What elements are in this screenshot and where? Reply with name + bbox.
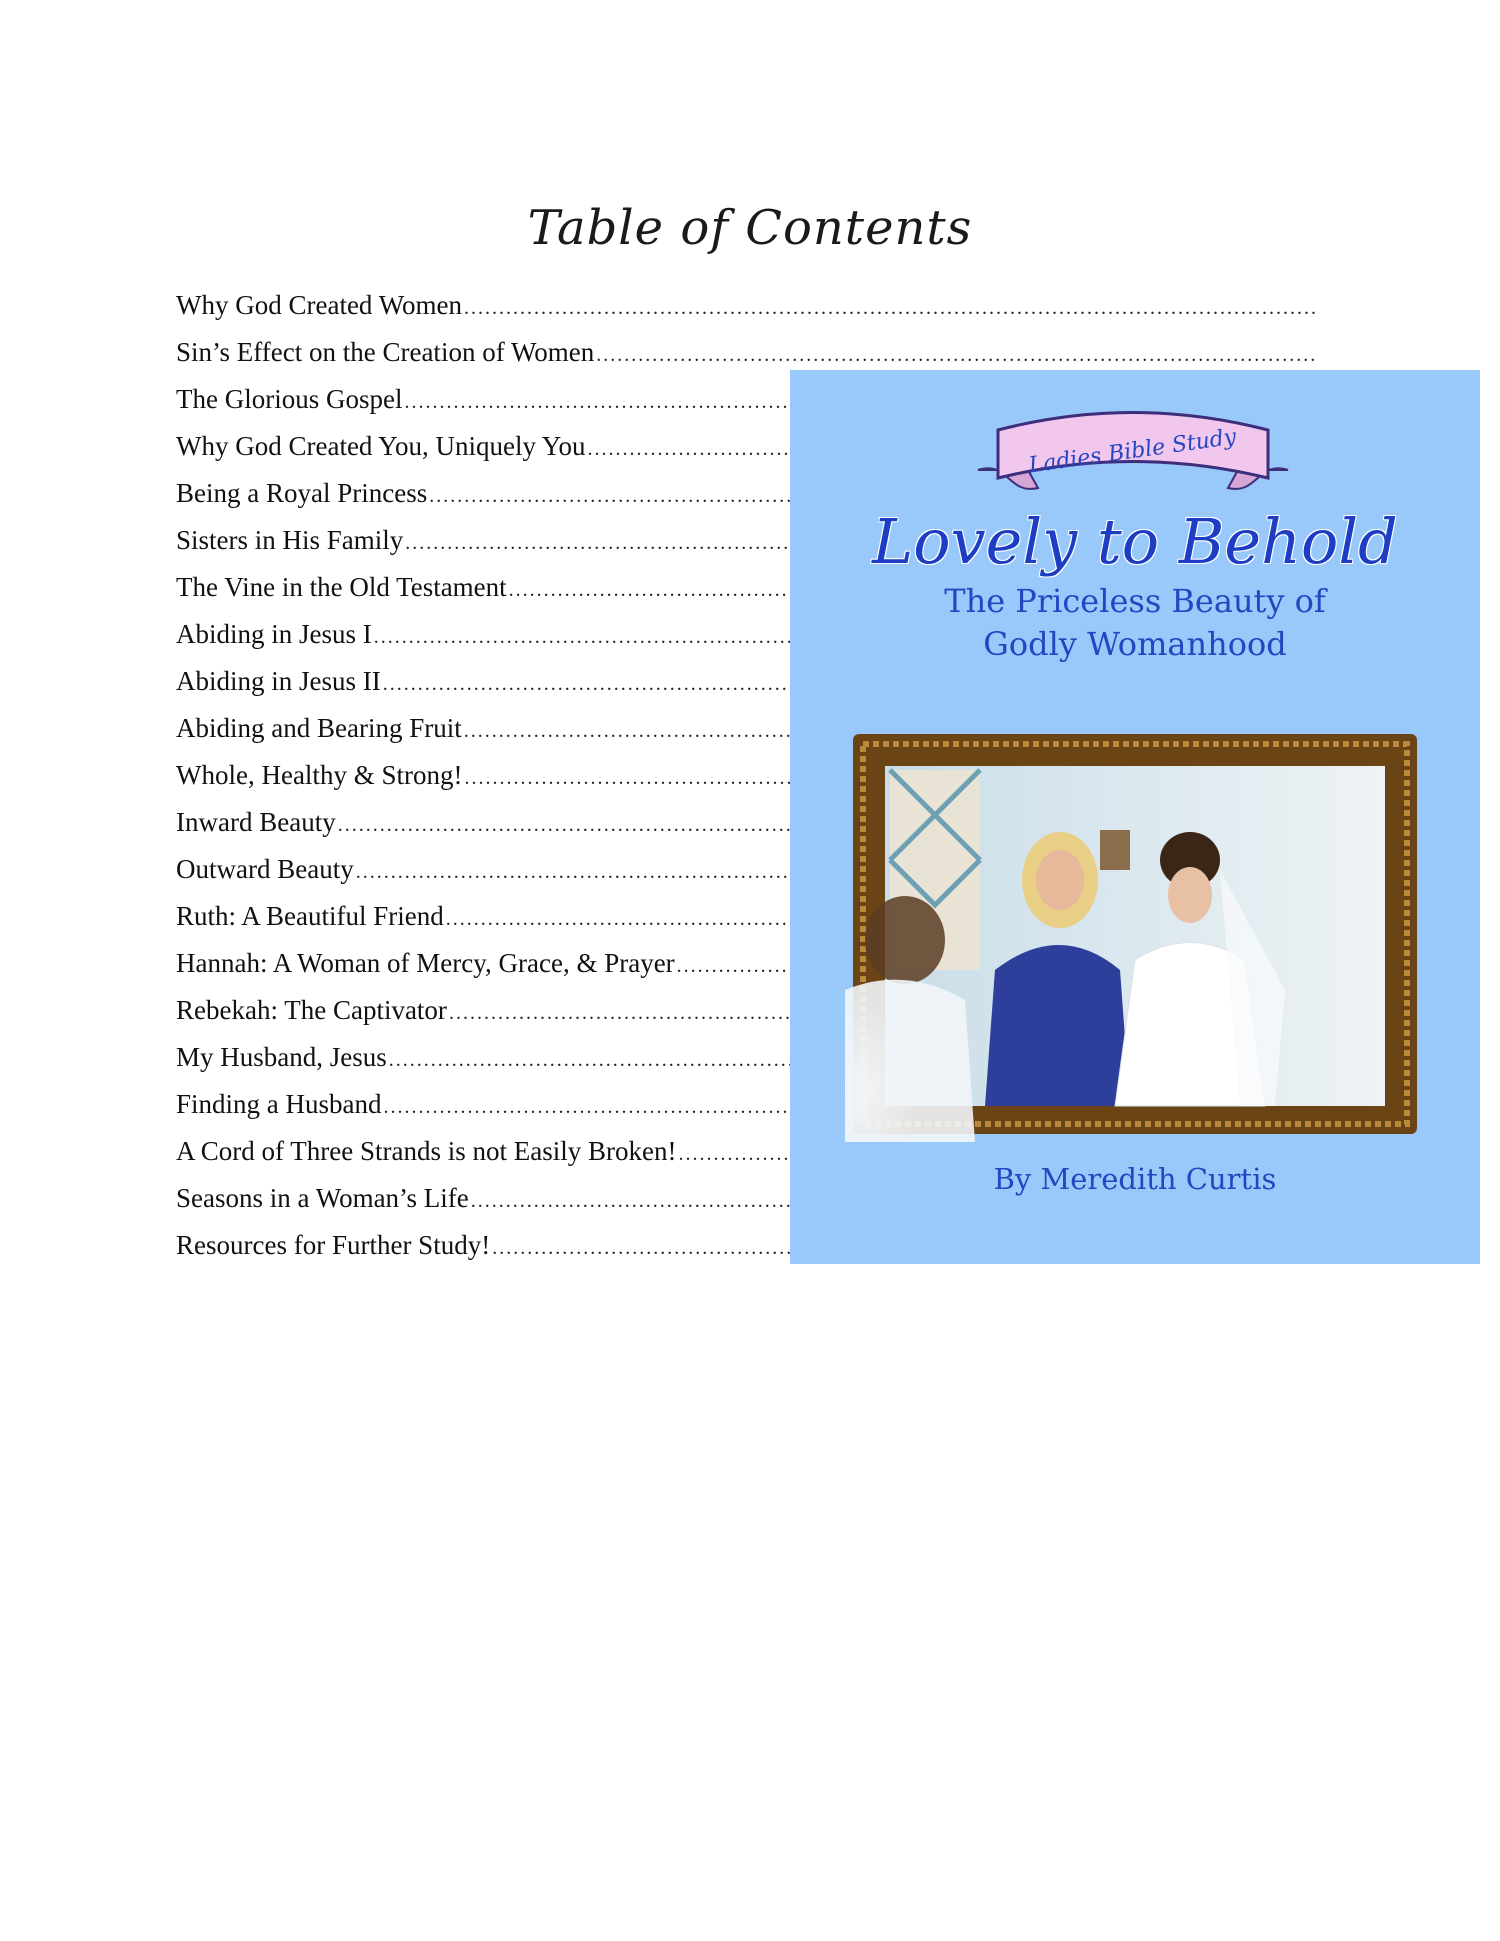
toc-item-label: Hannah: A Woman of Mercy, Grace, & Prayer — [176, 948, 675, 978]
cover-author: By Meredith Curtis — [993, 1162, 1277, 1196]
cover-subtitle: The Priceless Beauty of Godly Womanhood — [944, 582, 1326, 663]
toc-item-label: Sin’s Effect on the Creation of Women — [176, 337, 595, 367]
framed-photo — [845, 730, 1425, 1142]
toc-item-label: Being a Royal Princess — [176, 478, 428, 508]
toc-item — [176, 329, 1316, 376]
banner-ribbon — [968, 400, 1298, 510]
toc-item-label: Inward Beauty — [176, 807, 336, 837]
toc-item-label: The Vine in the Old Testament — [176, 572, 507, 602]
toc-title: Table of Contents — [527, 200, 973, 256]
toc-item-label: Abiding in Jesus I — [176, 619, 372, 649]
toc-item-label: Whole, Healthy & Strong! — [176, 760, 463, 790]
toc-dot-leader — [464, 285, 1316, 329]
banner-text: Ladies Bible Study — [1027, 424, 1238, 479]
toc-item-label: Abiding in Jesus II — [176, 666, 381, 696]
toc-item-label: Finding a Husband — [176, 1089, 382, 1119]
toc-item-label: Rebekah: The Captivator — [176, 995, 447, 1025]
book-cover — [790, 370, 1480, 1264]
toc-item-label: Why God Created Women — [176, 290, 463, 320]
cover-title: Lovely to Behold — [872, 505, 1398, 578]
toc-item-label: A Cord of Three Strands is not Easily Broken! — [176, 1136, 677, 1166]
toc-item — [176, 282, 1316, 329]
toc-item-label: Ruth: A Beautiful Friend — [176, 901, 444, 931]
toc-item-label: The Glorious Gospel — [176, 384, 403, 414]
toc-item-label: My Husband, Jesus — [176, 1042, 387, 1072]
toc-item-label: Seasons in a Woman’s Life — [176, 1183, 469, 1213]
toc-item-label: Abiding and Bearing Fruit — [176, 713, 462, 743]
toc-item-label: Outward Beauty — [176, 854, 354, 884]
toc-item-label: Resources for Further Study! — [176, 1230, 491, 1260]
toc-item-label: Sisters in His Family — [176, 525, 404, 555]
toc-item-label: Why God Created You, Uniquely You — [176, 431, 586, 461]
